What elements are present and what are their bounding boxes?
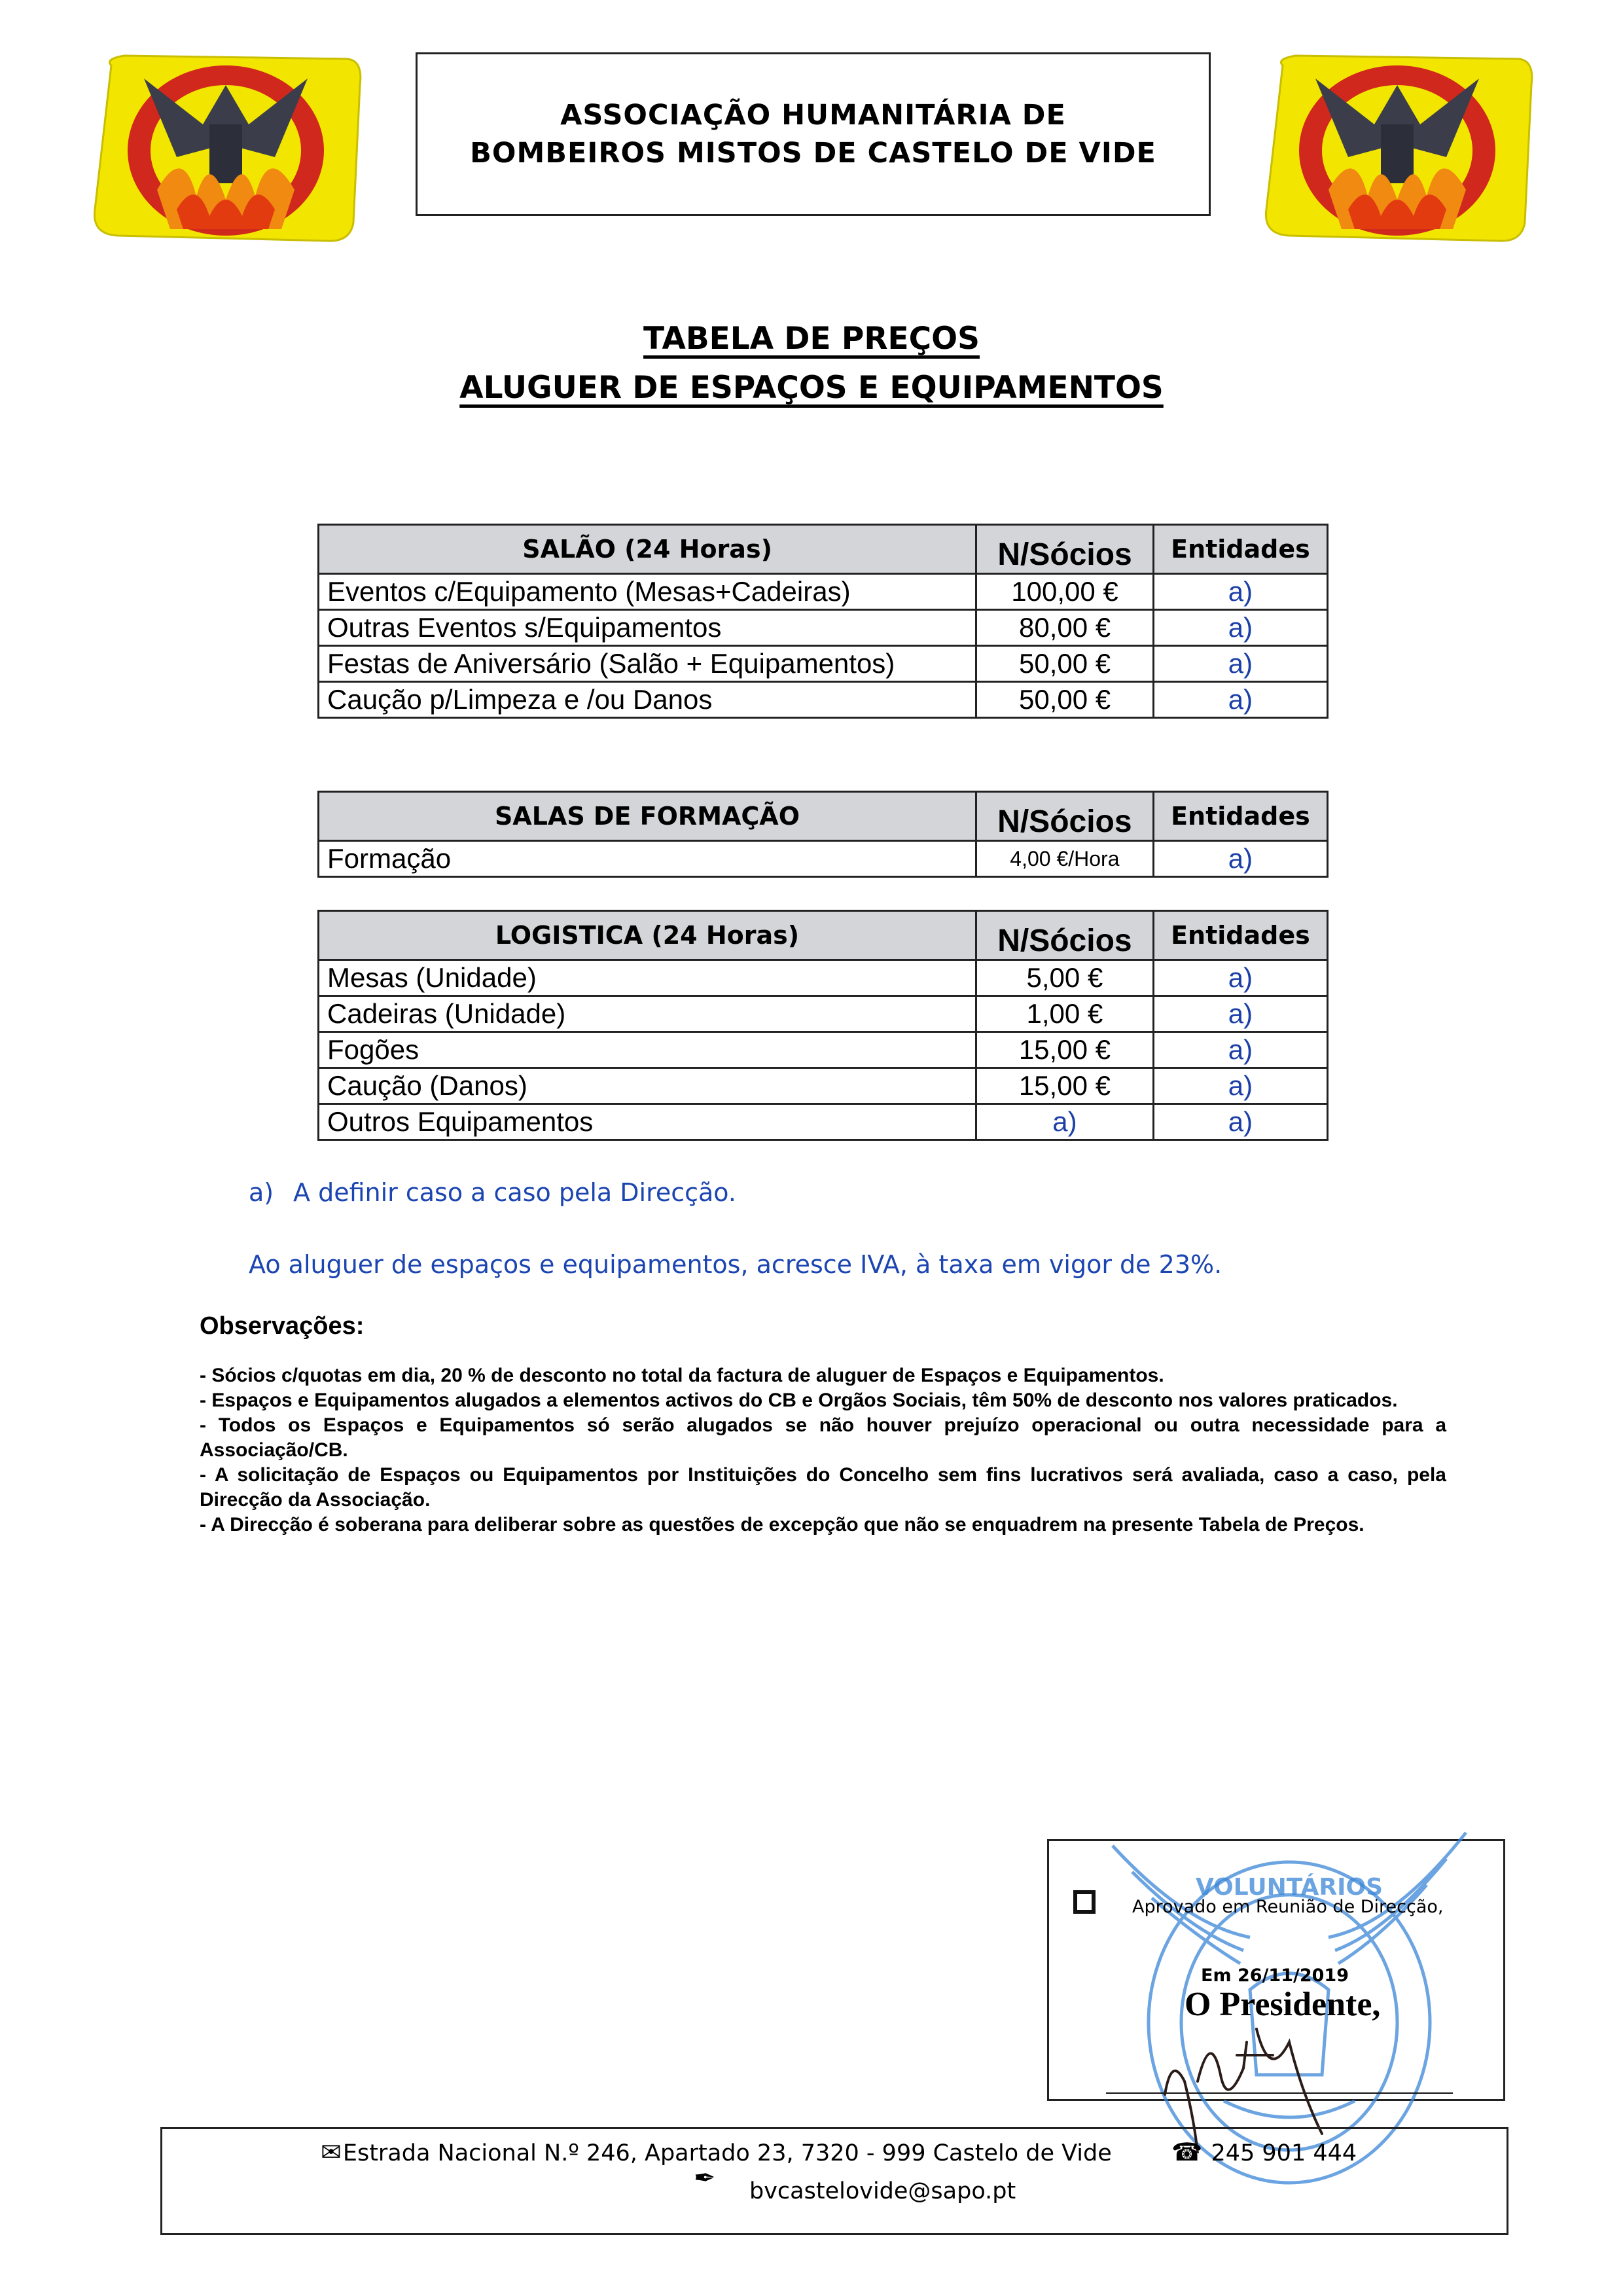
item-name: Mesas (Unidade) [319, 960, 976, 996]
item-name: Outros Equipamentos [319, 1104, 976, 1140]
price-nsocios: 15,00 € [976, 1032, 1154, 1068]
price-entidades: a) [1153, 1032, 1327, 1068]
price-nsocios: 50,00 € [976, 646, 1154, 682]
price-nsocios: 4,00 €/Hora [976, 841, 1153, 877]
price-entidades: a) [1153, 574, 1327, 610]
table-row [319, 841, 1328, 877]
quill-icon: ✒ [694, 2164, 716, 2193]
item-name: Caução p/Limpeza e /ou Danos [319, 682, 976, 718]
observations-list [200, 1363, 1446, 1537]
table-row [319, 646, 1328, 682]
item-name: Fogões [319, 1032, 976, 1068]
price-nsocios: a) [976, 1104, 1154, 1140]
observations-heading: Observações: [200, 1312, 365, 1340]
price-nsocios: 15,00 € [976, 1068, 1154, 1104]
price-entidades: a) [1153, 1104, 1327, 1140]
section-heading: SALAS DE FORMAÇÃO [319, 792, 976, 841]
footer-email[interactable]: bvcastelovide@sapo.pt [749, 2178, 1016, 2204]
firefighter-emblem-logo-left [85, 46, 366, 255]
column-header-nsocios: N/Sócios [976, 792, 1153, 841]
salao-price-table [317, 524, 1329, 719]
column-header-entidades: Entidades [1153, 525, 1327, 574]
vat-note: Ao aluguer de espaços e equipamentos, acresce IVA, à taxa em vigor de 23%. [249, 1250, 1222, 1279]
table-row [319, 1104, 1328, 1140]
price-nsocios: 100,00 € [976, 574, 1154, 610]
document-subtitle: ALUGUER DE ESPAÇOS E EQUIPAMENTOS [459, 370, 1164, 406]
footer-address [321, 2138, 1112, 2166]
footnote-text: A definir caso a caso pela Direcção. [293, 1178, 736, 1207]
price-entidades: a) [1153, 996, 1327, 1032]
phone-icon: ☎ [1171, 2138, 1203, 2166]
table-header-row [319, 911, 1328, 960]
observation-item: - Todos os Espaços e Equipamentos só serão alugados se não houver prejuízo operacional ou outra necessidade para a Associação/CB. [200, 1414, 1446, 1461]
approval-date: Em 26/11/2019 [1201, 1965, 1349, 1986]
price-entidades: a) [1153, 646, 1327, 682]
observation-item: - A solicitação de Espaços ou Equipamentos por Instituições do Concelho sem fins lucrativos será avaliada, caso a caso, pela Direcção da Associação. [200, 1464, 1446, 1511]
table-row [319, 1068, 1328, 1104]
firefighter-emblem-logo-right [1257, 46, 1538, 255]
stamp-text-top: VOLUNTÁRIOS [1195, 1874, 1383, 1901]
logistica-price-table [317, 910, 1329, 1141]
item-name: Formação [319, 841, 976, 877]
price-nsocios: 50,00 € [976, 682, 1154, 718]
item-name: Caução (Danos) [319, 1068, 976, 1104]
price-entidades: a) [1153, 610, 1327, 646]
address-text: Estrada Nacional N.º 246, Apartado 23, 7320 - 999 Castelo de Vide [342, 2140, 1112, 2166]
price-entidades: a) [1153, 682, 1327, 718]
approved-checkbox[interactable] [1073, 1890, 1096, 1914]
table-row [319, 960, 1328, 996]
organization-name-line-2: BOMBEIROS MISTOS DE CASTELO DE VIDE [470, 137, 1156, 170]
column-header-nsocios: N/Sócios [976, 525, 1154, 574]
table-row [319, 996, 1328, 1032]
table-row [319, 682, 1328, 718]
formacao-price-table [317, 791, 1329, 878]
table-row [319, 1032, 1328, 1068]
section-heading: SALÃO (24 Horas) [319, 525, 976, 574]
organization-header [416, 52, 1211, 216]
section-heading: LOGISTICA (24 Horas) [319, 911, 976, 960]
table-header-row [319, 525, 1328, 574]
column-header-entidades: Entidades [1153, 911, 1327, 960]
signatory-role: O Presidente, [1185, 1986, 1381, 2023]
observation-item: - Espaços e Equipamentos alugados a elementos activos do CB e Orgãos Sociais, têm 50% de desconto nos valores praticados. [200, 1390, 1398, 1411]
column-header-nsocios: N/Sócios [976, 911, 1154, 960]
price-entidades: a) [1153, 841, 1327, 877]
envelope-icon: ✉ [321, 2138, 342, 2166]
organization-name-line-1: ASSOCIAÇÃO HUMANITÁRIA DE [560, 99, 1066, 132]
table-row [319, 574, 1328, 610]
footer-phone [1171, 2138, 1357, 2166]
document-title: TABELA DE PREÇOS [643, 321, 980, 357]
price-nsocios: 5,00 € [976, 960, 1154, 996]
column-header-entidades: Entidades [1153, 792, 1327, 841]
observation-item: - A Direcção é soberana para deliberar sobre as questões de excepção que não se enquadrem na presente Tabela de Preços. [200, 1514, 1364, 1535]
phone-number[interactable]: 245 901 444 [1211, 2140, 1357, 2166]
price-entidades: a) [1153, 1068, 1327, 1104]
item-name: Eventos c/Equipamento (Mesas+Cadeiras) [319, 574, 976, 610]
observation-item: - Sócios c/quotas em dia, 20 % de desconto no total da factura de aluguer de Espaços e Equipamentos. [200, 1365, 1164, 1386]
table-row [319, 610, 1328, 646]
item-name: Outras Eventos s/Equipamentos [319, 610, 976, 646]
price-entidades: a) [1153, 960, 1327, 996]
price-nsocios: 1,00 € [976, 996, 1154, 1032]
approval-statement: Aprovado em Reunião de Direcção, [1132, 1897, 1444, 1917]
item-name: Festas de Aniversário (Salão + Equipamentos) [319, 646, 976, 682]
table-header-row [319, 792, 1328, 841]
footnote-a [249, 1178, 736, 1207]
footnote-marker: a) [249, 1178, 274, 1207]
item-name: Cadeiras (Unidade) [319, 996, 976, 1032]
price-nsocios: 80,00 € [976, 610, 1154, 646]
